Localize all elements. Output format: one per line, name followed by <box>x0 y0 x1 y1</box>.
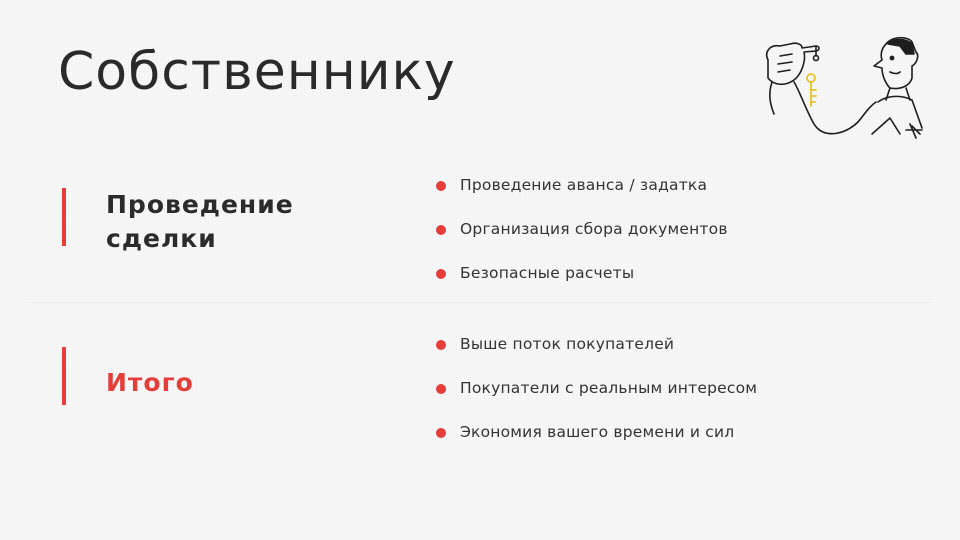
section-accent-bar <box>62 188 66 246</box>
bullet-text: Покупатели с реальным интересом <box>460 379 758 397</box>
bullet-text: Экономия вашего времени и сил <box>460 423 735 441</box>
bullet-text: Безопасные расчеты <box>460 264 635 282</box>
bullet-dot-icon <box>436 269 446 279</box>
bullet-text: Проведение аванса / задатка <box>460 176 708 194</box>
slide-title: Собственнику <box>58 42 456 102</box>
section-heading-line2: сделки <box>106 224 217 253</box>
section-accent-bar <box>62 347 66 405</box>
bullet-dot-icon <box>436 384 446 394</box>
person-holding-key-illustration <box>750 30 940 150</box>
bullet-dot-icon <box>436 428 446 438</box>
section-heading <box>106 188 294 256</box>
bullet-text: Организация сбора документов <box>460 220 728 238</box>
bullet-dot-icon <box>436 181 446 191</box>
section-heading-line1: Проведение <box>106 190 294 219</box>
section-heading <box>106 366 194 400</box>
bullet-dot-icon <box>436 340 446 350</box>
bullet-dot-icon <box>436 225 446 235</box>
section-heading-line1: Итого <box>106 368 194 397</box>
section-divider <box>30 302 930 303</box>
bullet-text: Выше поток покупателей <box>460 335 675 353</box>
